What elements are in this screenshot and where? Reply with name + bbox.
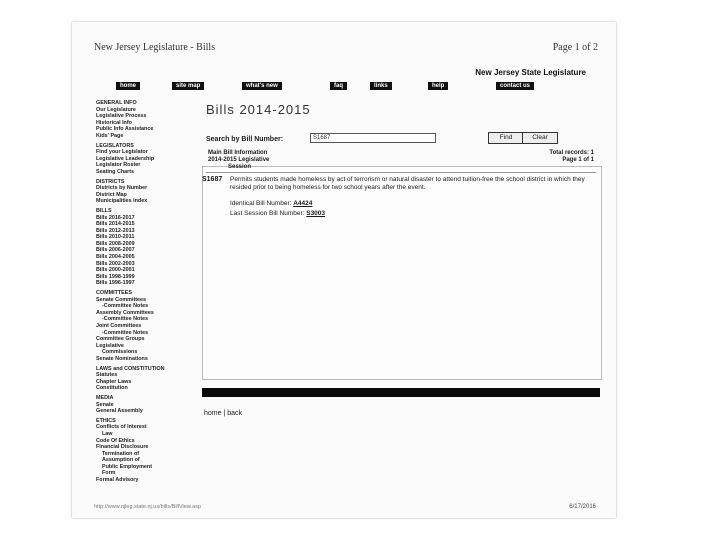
sidebar-item[interactable]: Constitution: [96, 385, 128, 392]
sidebar-item[interactable]: COMMITTEES: [96, 290, 132, 297]
sidebar-item[interactable]: MEDIA: [96, 394, 114, 401]
last-session-label: Last Session Bill Number:: [230, 210, 305, 217]
footer-links[interactable]: home | back: [204, 410, 243, 417]
identical-bill-label: Identical Bill Number:: [230, 200, 292, 207]
sidebar-item[interactable]: Assumption of: [102, 457, 140, 464]
sidebar-item[interactable]: Assembly Committees: [96, 309, 154, 316]
sidebar-item[interactable]: Senate Nominations: [96, 355, 148, 362]
sidebar-item[interactable]: LAWS and CONSTITUTION: [96, 365, 165, 372]
nav-faq[interactable]: faq: [330, 82, 347, 90]
print-url: http://www.njleg.state.nj.us/bills/BillView.asp: [94, 504, 201, 510]
info-left: [208, 150, 269, 171]
identical-bill-link[interactable]: A4424: [293, 200, 313, 207]
site-brand: New Jersey State Legislature: [475, 68, 586, 77]
sidebar-item[interactable]: Districts by Number: [96, 185, 148, 192]
bills-title: Bills 2014-2015: [206, 102, 311, 117]
sidebar-item[interactable]: Senate Committees: [96, 296, 147, 303]
print-date: 6/17/2016: [569, 504, 596, 510]
sidebar-item[interactable]: Senate: [96, 401, 114, 408]
top-nav: [116, 80, 584, 94]
sidebar-item[interactable]: Seating Charts: [96, 168, 135, 175]
bill-number-link[interactable]: S1687: [202, 176, 223, 183]
sidebar-item[interactable]: Code Of Ethics: [96, 437, 135, 444]
sidebar-item[interactable]: Bills 2002-2003: [96, 260, 135, 267]
sidebar-item[interactable]: Historical Info: [96, 119, 132, 126]
last-session-line: [230, 210, 325, 218]
nav-whats-new[interactable]: what's new: [242, 82, 282, 90]
nav-site-map[interactable]: site map: [172, 82, 204, 90]
sidebar-item[interactable]: Formal Advisory: [96, 477, 139, 484]
sidebar-item[interactable]: BILLS: [96, 207, 112, 214]
sidebar-item[interactable]: Conflicts of Interest: [96, 424, 147, 431]
sidebar-item[interactable]: Find your Legislator: [96, 149, 148, 156]
sidebar-item[interactable]: Legislative Leadership: [96, 155, 155, 162]
sidebar-item[interactable]: Public Employment: [102, 463, 153, 470]
sidebar-item[interactable]: Law: [102, 430, 113, 437]
page-indicator: Page 1 of 2: [552, 42, 598, 53]
nav-links[interactable]: links: [370, 82, 392, 90]
sidebar-nav: [96, 100, 204, 484]
search-label: Search by Bill Number:: [206, 136, 284, 143]
sidebar-item[interactable]: Bills 1996-1997: [96, 280, 135, 287]
sidebar-item[interactable]: Bills 2008-2009: [96, 240, 135, 247]
bill-number-input[interactable]: S1687: [310, 133, 436, 143]
sidebar-item[interactable]: Public Info Assistance: [96, 126, 154, 133]
sidebar-item[interactable]: Commissions: [102, 349, 138, 356]
main-bill-info-label: Main Bill Information: [208, 150, 268, 156]
nav-help[interactable]: help: [428, 82, 448, 90]
sidebar-item[interactable]: Legislator Roster: [96, 162, 141, 169]
sidebar-item[interactable]: Bills 2010-2011: [96, 234, 135, 241]
sidebar-item[interactable]: LEGISLATORS: [96, 142, 134, 149]
sidebar-item[interactable]: District Map: [96, 191, 127, 198]
sidebar-item[interactable]: Form: [102, 470, 116, 477]
sidebar-item[interactable]: Bills 1998-1999: [96, 273, 135, 280]
info-right: [549, 150, 594, 164]
sidebar-item[interactable]: Bills 2014-2015: [96, 221, 135, 228]
last-session-link[interactable]: S3003: [306, 210, 326, 217]
sidebar-item[interactable]: Financial Disclosure: [96, 444, 149, 451]
sidebar-item[interactable]: Bills 2006-2007: [96, 247, 135, 254]
sidebar-item[interactable]: General Assembly: [96, 408, 143, 415]
sidebar-item[interactable]: Our Legislature: [96, 106, 136, 113]
sidebar-item[interactable]: Bills 2012-2013: [96, 227, 135, 234]
total-records: Total records: 1: [549, 150, 594, 156]
sidebar-item[interactable]: -Committee Notes: [102, 316, 149, 323]
results-panel: [202, 166, 602, 380]
sidebar-item[interactable]: Legislative: [96, 342, 124, 349]
nav-contact-us[interactable]: contact us: [496, 82, 534, 90]
sidebar-item[interactable]: DISTRICTS: [96, 178, 125, 185]
printed-page: [72, 22, 616, 518]
sidebar-item[interactable]: GENERAL INFO: [96, 100, 137, 106]
sidebar-item[interactable]: Committee Groups: [96, 336, 145, 343]
identical-bill-line: [230, 200, 312, 208]
results-page: Page 1 of 1: [562, 157, 594, 163]
sidebar-item[interactable]: Bills 2004-2005: [96, 254, 135, 261]
page-header-title: New Jersey Legislature - Bills: [94, 42, 216, 53]
session-label-cont: Session: [228, 164, 252, 170]
sidebar-item[interactable]: ETHICS: [96, 417, 116, 424]
sidebar-item[interactable]: Legislative Process: [96, 113, 147, 120]
session-label: 2014-2015 Legislative: [208, 157, 270, 163]
main-content: [202, 100, 600, 484]
sidebar-item[interactable]: Municipalities Index: [96, 198, 148, 205]
sidebar-item[interactable]: -Committee Notes: [102, 303, 149, 310]
find-button[interactable]: Find: [488, 132, 524, 144]
clear-button[interactable]: Clear: [522, 132, 558, 144]
bill-description: Permits students made homeless by act of terrorism or natural disaster to attend tuition-free the school district in which they resided prior to being homeless for two school years after the event.: [230, 176, 585, 191]
sidebar-item[interactable]: Termination of: [102, 450, 140, 457]
sidebar-item[interactable]: -Committee Notes: [102, 329, 149, 336]
sidebar-item[interactable]: Joint Committees: [96, 323, 142, 329]
sidebar-item[interactable]: Chapter Laws: [96, 378, 132, 385]
sidebar-item[interactable]: Bills 2016-2017: [96, 214, 135, 221]
nav-home[interactable]: home: [116, 82, 140, 90]
footer-divider-bar: [202, 388, 600, 397]
sidebar-item[interactable]: Bills 2000-2001: [96, 267, 135, 274]
sidebar-item[interactable]: Statutes: [96, 372, 118, 379]
sidebar-item[interactable]: Kids' Page: [96, 132, 124, 139]
results-info-bar: [206, 150, 596, 173]
